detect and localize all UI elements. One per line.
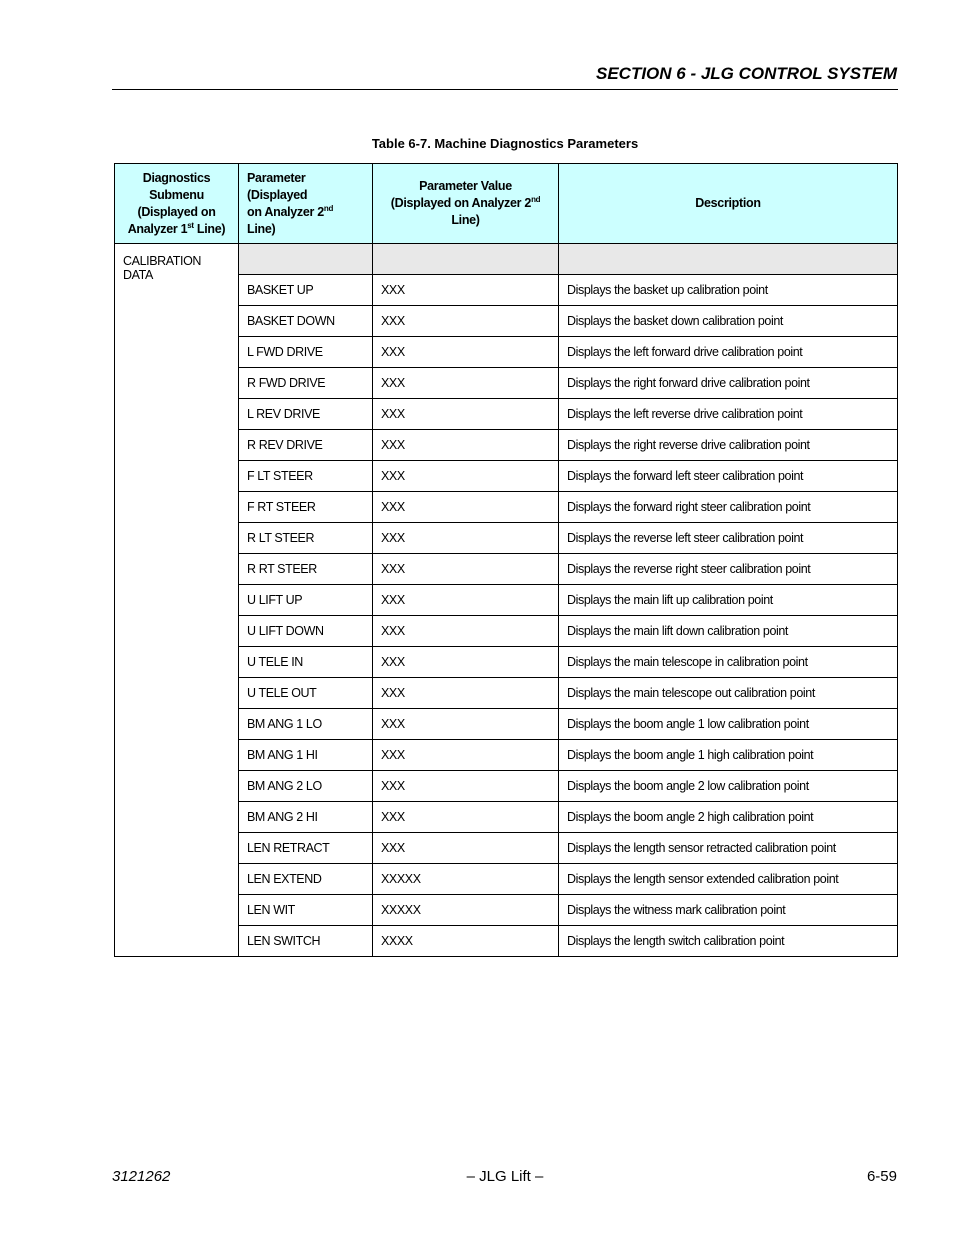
description-cell: Displays the witness mark calibration point [559,895,898,926]
parameter-cell: L FWD DRIVE [239,337,373,368]
description-cell: Displays the main telescope out calibration point [559,678,898,709]
footer-doc-number: 3121262 [112,1168,171,1185]
description-cell: Displays the length switch calibration point [559,926,898,957]
value-cell: XXX [373,461,559,492]
parameter-cell: LEN WIT [239,895,373,926]
footer-page-number: 6-59 [866,1168,897,1185]
parameter-cell: BASKET UP [239,275,373,306]
gray-cell [239,244,373,275]
header-description: Description [559,164,898,244]
parameter-cell: LEN EXTEND [239,864,373,895]
description-cell: Displays the boom angle 1 high calibration point [559,740,898,771]
description-cell: Displays the reverse left steer calibration point [559,523,898,554]
description-cell: Displays the boom angle 2 high calibration point [559,802,898,833]
description-cell: Displays the right reverse drive calibration point [559,430,898,461]
value-cell: XXX [373,771,559,802]
parameter-cell: U TELE OUT [239,678,373,709]
value-cell: XXX [373,399,559,430]
value-cell: XXX [373,275,559,306]
value-cell: XXX [373,306,559,337]
header-diagnostics-submenu: Diagnostics Submenu (Displayed on Analyzer 1st Line) [115,164,239,244]
section-header: SECTION 6 - JLG CONTROL SYSTEM [596,64,897,83]
parameter-cell: R REV DRIVE [239,430,373,461]
parameter-cell: BM ANG 2 LO [239,771,373,802]
value-cell: XXX [373,492,559,523]
description-cell: Displays the main lift down calibration point [559,616,898,647]
parameter-cell: BM ANG 2 HI [239,802,373,833]
description-cell: Displays the length sensor extended calibration point [559,864,898,895]
description-cell: Displays the left forward drive calibration point [559,337,898,368]
table-header-row [115,164,898,244]
description-cell: Displays the boom angle 2 low calibration point [559,771,898,802]
parameter-cell: U TELE IN [239,647,373,678]
value-cell: XXX [373,802,559,833]
parameter-cell: F RT STEER [239,492,373,523]
table-row-submenu [115,244,898,275]
table-title: Table 6-7. Machine Diagnostics Parameters [371,136,639,151]
parameter-cell: F LT STEER [239,461,373,492]
parameter-cell: U LIFT UP [239,585,373,616]
parameter-cell: R RT STEER [239,554,373,585]
description-cell: Displays the basket down calibration point [559,306,898,337]
description-cell: Displays the reverse right steer calibration point [559,554,898,585]
value-cell: XXX [373,616,559,647]
parameter-cell: BM ANG 1 LO [239,709,373,740]
description-cell: Displays the left reverse drive calibration point [559,399,898,430]
diagnostics-table [114,163,898,957]
value-cell: XXX [373,709,559,740]
gray-cell [373,244,559,275]
description-cell: Displays the forward left steer calibration point [559,461,898,492]
parameter-cell: BM ANG 1 HI [239,740,373,771]
parameter-cell: LEN SWITCH [239,926,373,957]
description-cell: Displays the main telescope in calibration point [559,647,898,678]
value-cell: XXX [373,368,559,399]
parameter-cell: BASKET DOWN [239,306,373,337]
header-rule [112,89,898,90]
value-cell: XXX [373,337,559,368]
parameter-cell: L REV DRIVE [239,399,373,430]
description-cell: Displays the forward right steer calibration point [559,492,898,523]
parameter-cell: R LT STEER [239,523,373,554]
parameter-cell: R FWD DRIVE [239,368,373,399]
header-parameter: Parameter (Displayed on Analyzer 2nd Line) [239,164,373,244]
value-cell: XXX [373,678,559,709]
value-cell: XXX [373,523,559,554]
description-cell: Displays the right forward drive calibration point [559,368,898,399]
value-cell: XXX [373,554,559,585]
parameter-cell: LEN RETRACT [239,833,373,864]
description-cell: Displays the basket up calibration point [559,275,898,306]
footer-center: – JLG Lift – [466,1168,544,1185]
gray-cell [559,244,898,275]
value-cell: XXXX [373,926,559,957]
description-cell: Displays the length sensor retracted calibration point [559,833,898,864]
description-cell: Displays the main lift up calibration point [559,585,898,616]
parameter-cell: U LIFT DOWN [239,616,373,647]
value-cell: XXX [373,430,559,461]
value-cell: XXX [373,585,559,616]
description-cell: Displays the boom angle 1 low calibration point [559,709,898,740]
submenu-cell: CALIBRATION DATA [115,244,239,957]
value-cell: XXX [373,833,559,864]
value-cell: XXX [373,740,559,771]
header-parameter-value: Parameter Value (Displayed on Analyzer 2nd Line) [373,164,559,244]
value-cell: XXXXX [373,895,559,926]
value-cell: XXX [373,647,559,678]
value-cell: XXXXX [373,864,559,895]
